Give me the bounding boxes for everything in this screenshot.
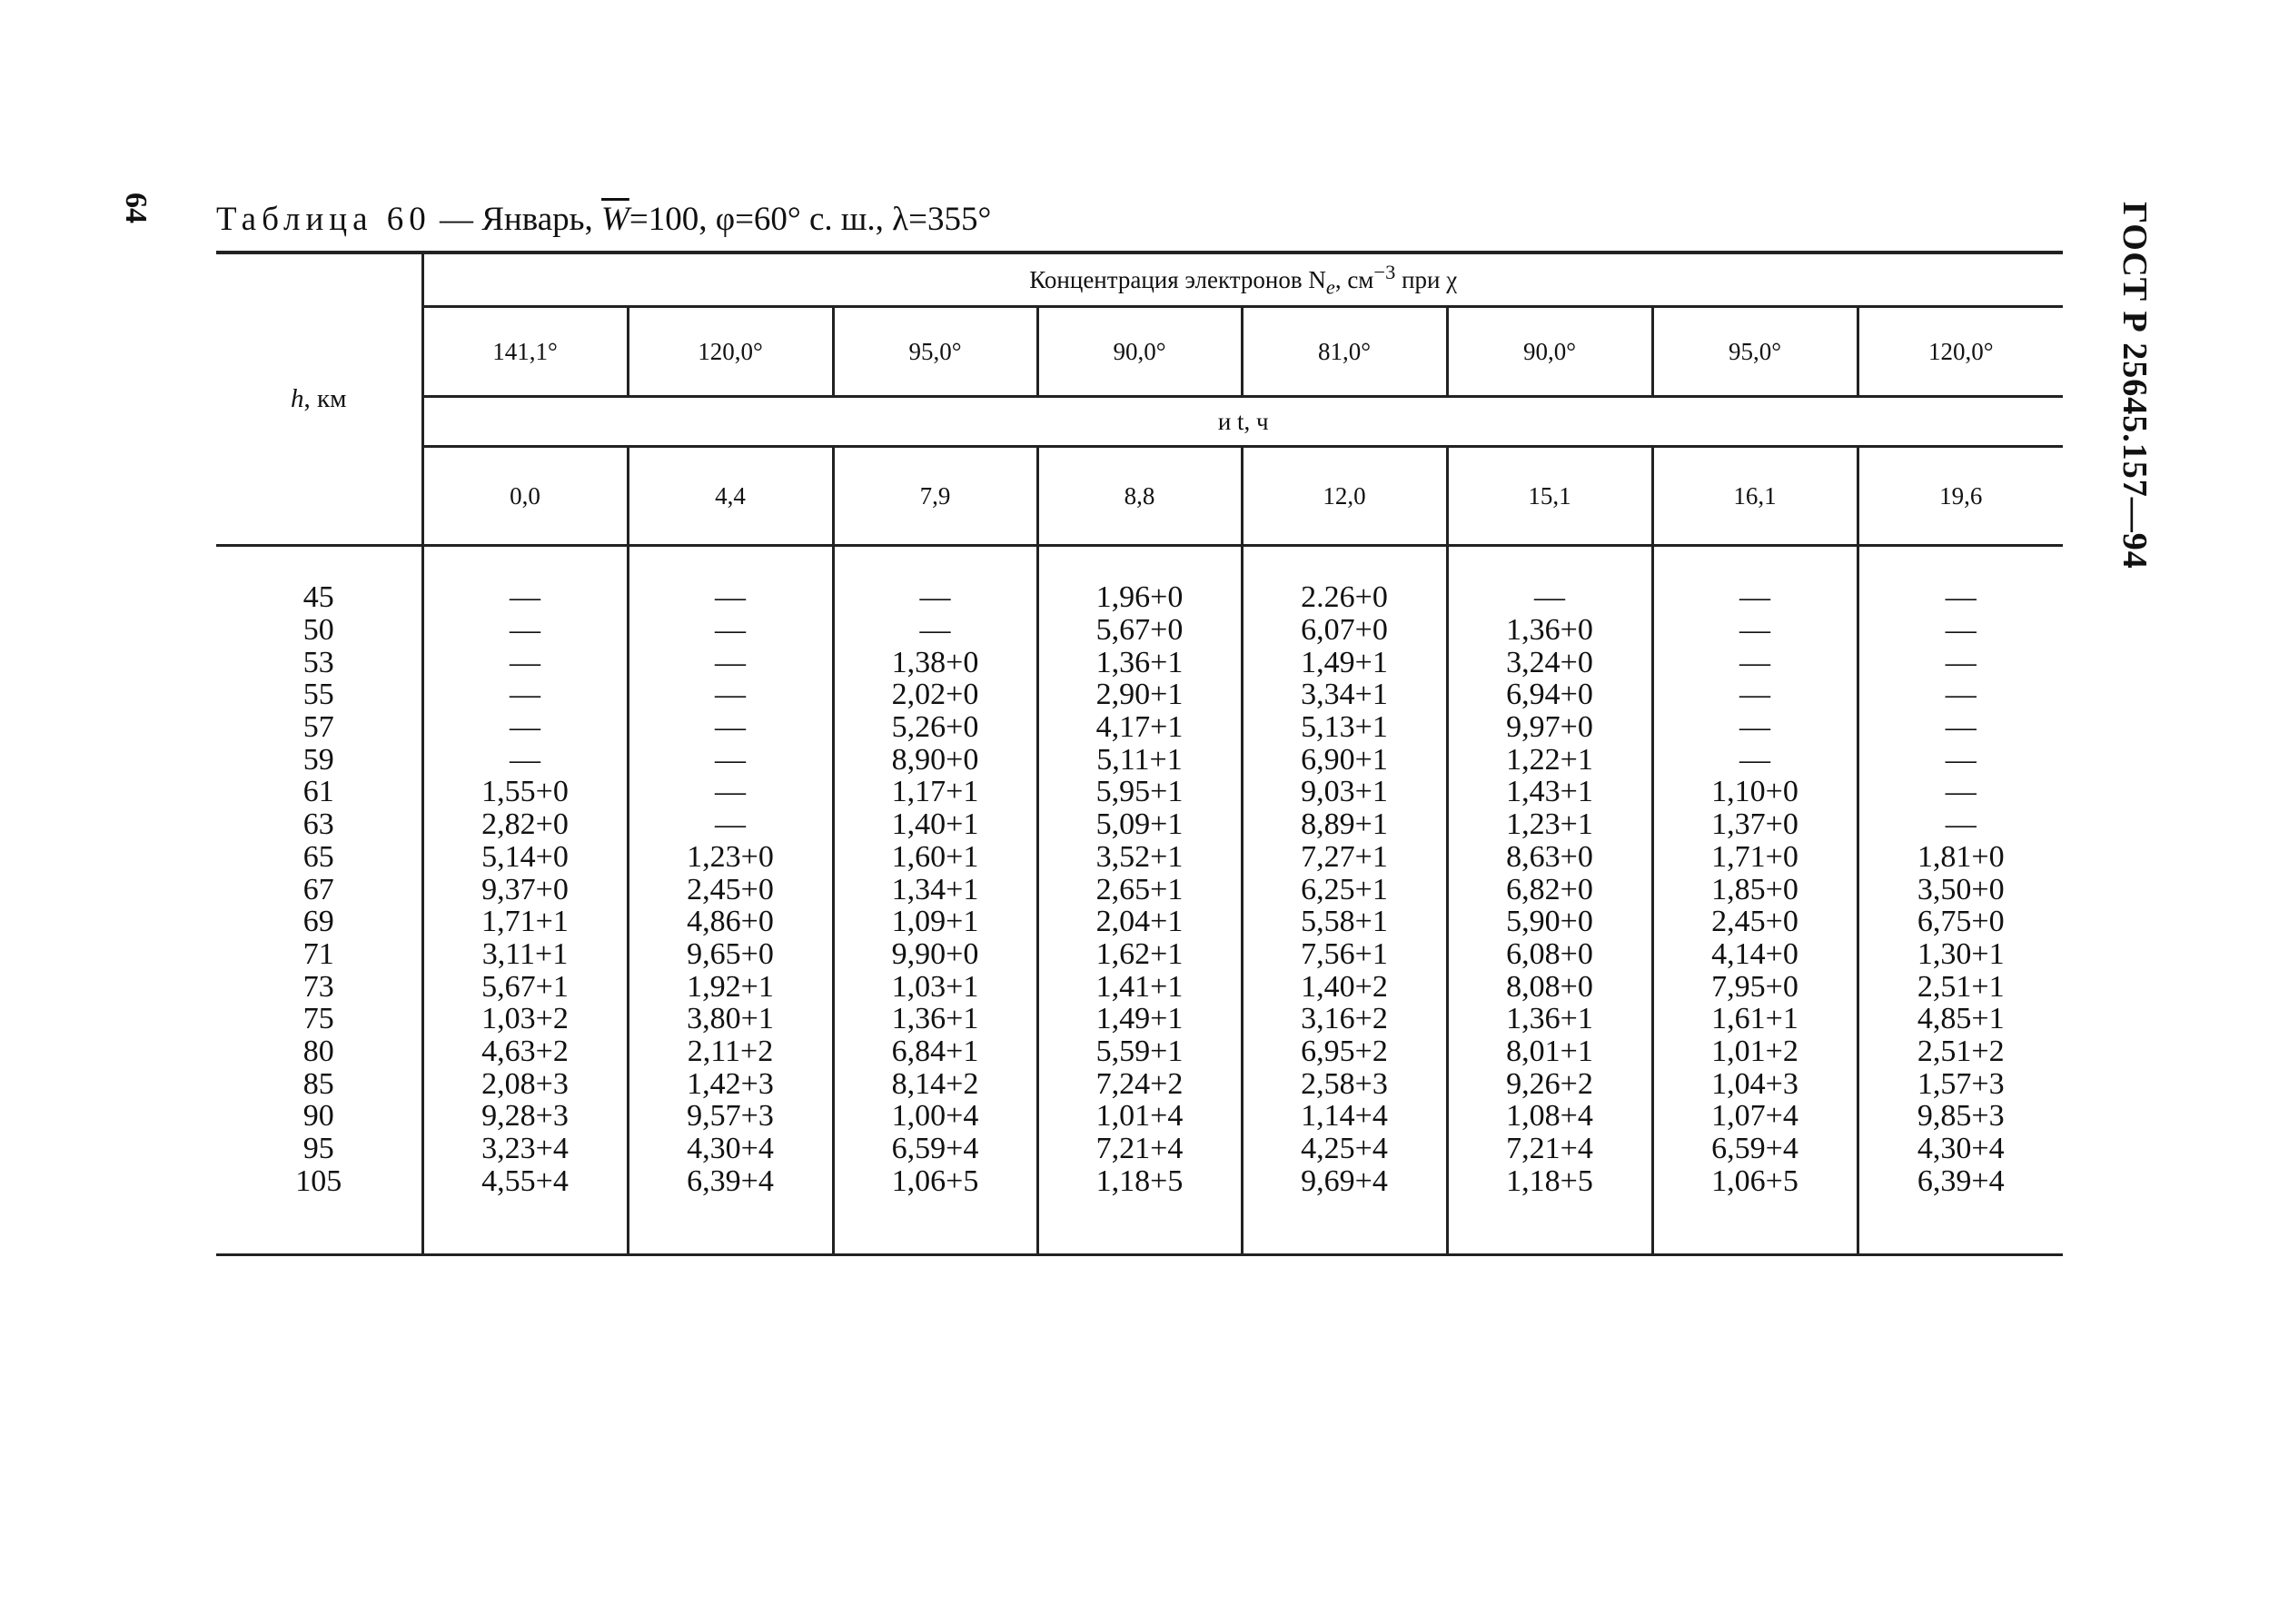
value-cell: 7,21+4 xyxy=(1447,1133,1652,1165)
height-cell: 65 xyxy=(302,839,334,874)
value-cell: 1,18+5 xyxy=(1037,1164,1242,1197)
table-row xyxy=(216,743,2063,776)
value-cell: 2,65+1 xyxy=(1037,873,1242,906)
value-cell: 2,51+1 xyxy=(1858,970,2063,1003)
value-cell: 6,82+0 xyxy=(1447,873,1652,906)
value-cell: — xyxy=(422,646,628,678)
page-number: 64 xyxy=(119,193,153,223)
height-cell: 57 xyxy=(302,710,334,745)
height-cell: 90 xyxy=(302,1099,334,1134)
value-cell: — xyxy=(422,614,628,647)
value-cell: 1,81+0 xyxy=(1858,841,2063,874)
value-cell: 9,37+0 xyxy=(422,873,628,906)
value-cell: 6,25+1 xyxy=(1242,873,1447,906)
table-row xyxy=(216,1133,2063,1165)
height-cell: 59 xyxy=(302,742,334,777)
value-cell: 7,56+1 xyxy=(1242,938,1447,971)
value-cell: — xyxy=(628,743,833,776)
value-cell: — xyxy=(1652,581,1858,614)
value-cell: — xyxy=(1858,743,2063,776)
value-cell: 3,52+1 xyxy=(1037,841,1242,874)
value-cell: 1,71+0 xyxy=(1652,841,1858,874)
value-cell: — xyxy=(628,614,833,647)
bottom-cell xyxy=(1858,1197,2063,1255)
value-cell: 6,75+0 xyxy=(1858,906,2063,938)
value-cell: 1,22+1 xyxy=(1447,743,1652,776)
chi-header-cell: 81,0° xyxy=(1242,307,1447,397)
value-cell: 1,03+1 xyxy=(833,970,1037,1003)
value-cell: — xyxy=(1447,581,1652,614)
t-header-cell: 8,8 xyxy=(1037,447,1242,546)
table-caption xyxy=(216,200,991,239)
value-cell: 4,25+4 xyxy=(1242,1133,1447,1165)
data-table-container xyxy=(216,251,2063,1256)
value-cell: — xyxy=(628,581,833,614)
height-cell: 53 xyxy=(302,645,334,679)
value-cell: — xyxy=(628,678,833,711)
value-cell: 1,61+1 xyxy=(1652,1003,1858,1035)
value-cell: 3,34+1 xyxy=(1242,678,1447,711)
table-row xyxy=(216,1100,2063,1133)
table-row xyxy=(216,906,2063,938)
t-header-cell: 7,9 xyxy=(833,447,1037,546)
value-cell: 2,90+1 xyxy=(1037,678,1242,711)
value-cell: 1,49+1 xyxy=(1242,646,1447,678)
table-row xyxy=(216,808,2063,841)
group-label: Концентрация электронов N xyxy=(1029,265,1326,293)
spacer-cell xyxy=(628,546,833,582)
value-cell: 4,86+0 xyxy=(628,906,833,938)
table-row xyxy=(216,970,2063,1003)
t-header-cell: 15,1 xyxy=(1447,447,1652,546)
value-cell: 1,17+1 xyxy=(833,776,1037,808)
value-cell: 1,85+0 xyxy=(1652,873,1858,906)
value-cell: — xyxy=(1652,711,1858,744)
chi-header-row xyxy=(216,307,2063,397)
spacer-cell xyxy=(1037,546,1242,582)
table-row xyxy=(216,711,2063,744)
t-header-cell: 12,0 xyxy=(1242,447,1447,546)
group-end: при χ xyxy=(1395,265,1458,293)
value-cell: 2,04+1 xyxy=(1037,906,1242,938)
value-cell: 5,58+1 xyxy=(1242,906,1447,938)
value-cell: 4,30+4 xyxy=(1858,1133,2063,1165)
table-row xyxy=(216,581,2063,614)
value-cell: 1,18+5 xyxy=(1447,1164,1652,1197)
t-header-cell: 4,4 xyxy=(628,447,833,546)
value-cell: 1,49+1 xyxy=(1037,1003,1242,1035)
value-cell: 5,09+1 xyxy=(1037,808,1242,841)
value-cell: 1,36+1 xyxy=(1037,646,1242,678)
value-cell: 1,36+1 xyxy=(1447,1003,1652,1035)
value-cell: 6,08+0 xyxy=(1447,938,1652,971)
value-cell: 8,08+0 xyxy=(1447,970,1652,1003)
value-cell: — xyxy=(1652,678,1858,711)
table-row xyxy=(216,873,2063,906)
group-unit: , см xyxy=(1334,265,1374,293)
value-cell: 3,16+2 xyxy=(1242,1003,1447,1035)
value-cell: 5,95+1 xyxy=(1037,776,1242,808)
value-cell: 8,89+1 xyxy=(1242,808,1447,841)
value-cell: 1,30+1 xyxy=(1858,938,2063,971)
value-cell: 9,85+3 xyxy=(1858,1100,2063,1133)
value-cell: 1,96+0 xyxy=(1037,581,1242,614)
value-cell: 6,07+0 xyxy=(1242,614,1447,647)
value-cell: 6,90+1 xyxy=(1242,743,1447,776)
height-cell: 105 xyxy=(295,1164,342,1198)
value-cell: 1,60+1 xyxy=(833,841,1037,874)
value-cell: 1,04+3 xyxy=(1652,1067,1858,1100)
value-cell: 6,84+1 xyxy=(833,1035,1037,1068)
value-cell: 7,21+4 xyxy=(1037,1133,1242,1165)
height-cell: 50 xyxy=(302,613,334,648)
h-column-header: h, км xyxy=(216,253,422,546)
value-cell: 9,57+3 xyxy=(628,1100,833,1133)
group-sub: e xyxy=(1325,275,1335,299)
value-cell: 6,94+0 xyxy=(1447,678,1652,711)
value-cell: — xyxy=(1858,808,2063,841)
table-row xyxy=(216,1067,2063,1100)
table-row xyxy=(216,776,2063,808)
height-cell: 67 xyxy=(302,872,334,906)
spacer-cell xyxy=(1858,546,2063,582)
value-cell: 1,55+0 xyxy=(422,776,628,808)
chi-header-cell: 120,0° xyxy=(628,307,833,397)
height-cell: 55 xyxy=(302,678,334,712)
height-cell: 61 xyxy=(302,775,334,809)
value-cell: 4,55+4 xyxy=(422,1164,628,1197)
bottom-cell xyxy=(216,1197,422,1255)
height-cell: 45 xyxy=(302,580,334,615)
value-cell: 8,01+1 xyxy=(1447,1035,1652,1068)
value-cell: 1,06+5 xyxy=(1652,1164,1858,1197)
value-cell: 4,63+2 xyxy=(422,1035,628,1068)
caption-w-symbol: $\overline{W}$ xyxy=(601,201,629,238)
gost-side-label: ГОСТ Р 25645.157—94 xyxy=(2116,202,2154,569)
height-cell: 75 xyxy=(302,1002,334,1036)
value-cell: 2,45+0 xyxy=(1652,906,1858,938)
caption-prefix: Таблица 60 xyxy=(216,201,431,238)
value-cell: — xyxy=(1652,646,1858,678)
value-cell: 3,80+1 xyxy=(628,1003,833,1035)
spacer-cell xyxy=(1242,546,1447,582)
value-cell: 1,03+2 xyxy=(422,1003,628,1035)
chi-header-cell: 90,0° xyxy=(1447,307,1652,397)
value-cell: 5,67+0 xyxy=(1037,614,1242,647)
value-cell: 4,17+1 xyxy=(1037,711,1242,744)
value-cell: 9,90+0 xyxy=(833,938,1037,971)
value-cell: 3,24+0 xyxy=(1447,646,1652,678)
value-cell: 8,63+0 xyxy=(1447,841,1652,874)
table-row xyxy=(216,678,2063,711)
value-cell: 1,00+4 xyxy=(833,1100,1037,1133)
t-header-row xyxy=(216,447,2063,546)
table-row xyxy=(216,1035,2063,1068)
value-cell: 7,95+0 xyxy=(1652,970,1858,1003)
height-cell: 73 xyxy=(302,969,334,1004)
t-header-cell: 0,0 xyxy=(422,447,628,546)
value-cell: — xyxy=(833,614,1037,647)
value-cell: 1,36+1 xyxy=(833,1003,1037,1035)
value-cell: 5,59+1 xyxy=(1037,1035,1242,1068)
value-cell: 9,28+3 xyxy=(422,1100,628,1133)
value-cell: 1,08+4 xyxy=(1447,1100,1652,1133)
t-group-header: и t, ч xyxy=(422,397,2063,447)
height-cell: 63 xyxy=(302,807,334,842)
value-cell: — xyxy=(628,646,833,678)
value-cell: 2,58+3 xyxy=(1242,1067,1447,1100)
value-cell: 5,67+1 xyxy=(422,970,628,1003)
value-cell: 9,69+4 xyxy=(1242,1164,1447,1197)
value-cell: — xyxy=(628,808,833,841)
table-spacer-row xyxy=(216,546,2063,582)
chi-header-cell: 141,1° xyxy=(422,307,628,397)
chi-header-cell: 95,0° xyxy=(833,307,1037,397)
value-cell: 1,01+2 xyxy=(1652,1035,1858,1068)
value-cell: 1,62+1 xyxy=(1037,938,1242,971)
bottom-cell xyxy=(422,1197,628,1255)
value-cell: — xyxy=(1858,581,2063,614)
table-row xyxy=(216,1164,2063,1197)
table-row xyxy=(216,646,2063,678)
t-header-cell: 19,6 xyxy=(1858,447,2063,546)
value-cell: — xyxy=(422,711,628,744)
value-cell: 3,50+0 xyxy=(1858,873,2063,906)
value-cell: 9,65+0 xyxy=(628,938,833,971)
value-cell: — xyxy=(1858,711,2063,744)
value-cell: — xyxy=(422,581,628,614)
table-body xyxy=(216,546,2063,1255)
bottom-cell xyxy=(833,1197,1037,1255)
value-cell: 1,23+1 xyxy=(1447,808,1652,841)
value-cell: 3,11+1 xyxy=(422,938,628,971)
value-cell: 1,36+0 xyxy=(1447,614,1652,647)
table-bottom-row xyxy=(216,1197,2063,1255)
spacer-cell xyxy=(216,546,422,582)
value-cell: 1,14+4 xyxy=(1242,1100,1447,1133)
value-cell: 5,26+0 xyxy=(833,711,1037,744)
spacer-cell xyxy=(422,546,628,582)
value-cell: 2,45+0 xyxy=(628,873,833,906)
bottom-cell xyxy=(1447,1197,1652,1255)
concentration-group-header xyxy=(422,253,2063,307)
value-cell: 1,42+3 xyxy=(628,1067,833,1100)
caption-month: — Январь, xyxy=(431,201,602,238)
value-cell: 1,37+0 xyxy=(1652,808,1858,841)
value-cell: — xyxy=(1858,776,2063,808)
t-header-cell: 16,1 xyxy=(1652,447,1858,546)
value-cell: 6,59+4 xyxy=(1652,1133,1858,1165)
value-cell: 5,90+0 xyxy=(1447,906,1652,938)
bottom-cell xyxy=(628,1197,833,1255)
value-cell: 4,14+0 xyxy=(1652,938,1858,971)
spacer-cell xyxy=(833,546,1037,582)
value-cell: 1,06+5 xyxy=(833,1164,1037,1197)
value-cell: 1,07+4 xyxy=(1652,1100,1858,1133)
value-cell: — xyxy=(1652,614,1858,647)
value-cell: — xyxy=(1652,743,1858,776)
value-cell: — xyxy=(833,581,1037,614)
value-cell: 2,02+0 xyxy=(833,678,1037,711)
value-cell: 1,92+1 xyxy=(628,970,833,1003)
value-cell: 1,10+0 xyxy=(1652,776,1858,808)
group-pow: −3 xyxy=(1373,260,1396,283)
value-cell: 5,14+0 xyxy=(422,841,628,874)
value-cell: 5,11+1 xyxy=(1037,743,1242,776)
table-row xyxy=(216,841,2063,874)
table-row xyxy=(216,614,2063,647)
value-cell: — xyxy=(1858,678,2063,711)
height-cell: 71 xyxy=(302,936,334,971)
caption-params: =100, φ=60° с. ш., λ=355° xyxy=(629,201,992,238)
value-cell: 2,11+2 xyxy=(628,1035,833,1068)
bottom-cell xyxy=(1242,1197,1447,1255)
value-cell: 1,40+1 xyxy=(833,808,1037,841)
height-cell: 95 xyxy=(302,1132,334,1166)
value-cell: — xyxy=(1858,646,2063,678)
bottom-cell xyxy=(1037,1197,1242,1255)
value-cell: 2,08+3 xyxy=(422,1067,628,1100)
value-cell: 9,97+0 xyxy=(1447,711,1652,744)
value-cell: 9,26+2 xyxy=(1447,1067,1652,1100)
bottom-cell xyxy=(1652,1197,1858,1255)
value-cell: 7,27+1 xyxy=(1242,841,1447,874)
chi-header-cell: 95,0° xyxy=(1652,307,1858,397)
table-row xyxy=(216,1003,2063,1035)
value-cell: 2,82+0 xyxy=(422,808,628,841)
value-cell: 6,59+4 xyxy=(833,1133,1037,1165)
chi-header-cell: 120,0° xyxy=(1858,307,2063,397)
height-cell: 80 xyxy=(302,1034,334,1068)
value-cell: 9,03+1 xyxy=(1242,776,1447,808)
value-cell: — xyxy=(628,776,833,808)
value-cell: 8,90+0 xyxy=(833,743,1037,776)
chi-header-cell: 90,0° xyxy=(1037,307,1242,397)
value-cell: 3,23+4 xyxy=(422,1133,628,1165)
value-cell: 1,57+3 xyxy=(1858,1067,2063,1100)
value-cell: 1,01+4 xyxy=(1037,1100,1242,1133)
value-cell: — xyxy=(628,711,833,744)
value-cell: 5,13+1 xyxy=(1242,711,1447,744)
value-cell: 1,43+1 xyxy=(1447,776,1652,808)
value-cell: 2,51+2 xyxy=(1858,1035,2063,1068)
value-cell: 6,39+4 xyxy=(628,1164,833,1197)
value-cell: — xyxy=(422,743,628,776)
value-cell: 6,95+2 xyxy=(1242,1035,1447,1068)
spacer-cell xyxy=(1447,546,1652,582)
value-cell: 2.26+0 xyxy=(1242,581,1447,614)
height-cell: 69 xyxy=(302,905,334,939)
value-cell: 4,85+1 xyxy=(1858,1003,2063,1035)
value-cell: 1,09+1 xyxy=(833,906,1037,938)
value-cell: 1,34+1 xyxy=(833,873,1037,906)
value-cell: 1,38+0 xyxy=(833,646,1037,678)
value-cell: 7,24+2 xyxy=(1037,1067,1242,1100)
value-cell: 6,39+4 xyxy=(1858,1164,2063,1197)
value-cell: 1,40+2 xyxy=(1242,970,1447,1003)
value-cell: — xyxy=(422,678,628,711)
value-cell: 8,14+2 xyxy=(833,1067,1037,1100)
value-cell: 4,30+4 xyxy=(628,1133,833,1165)
electron-concentration-table xyxy=(216,251,2063,1256)
value-cell: 1,71+1 xyxy=(422,906,628,938)
value-cell: 1,23+0 xyxy=(628,841,833,874)
value-cell: 1,41+1 xyxy=(1037,970,1242,1003)
spacer-cell xyxy=(1652,546,1858,582)
height-cell: 85 xyxy=(302,1066,334,1101)
table-row xyxy=(216,938,2063,971)
value-cell: — xyxy=(1858,614,2063,647)
